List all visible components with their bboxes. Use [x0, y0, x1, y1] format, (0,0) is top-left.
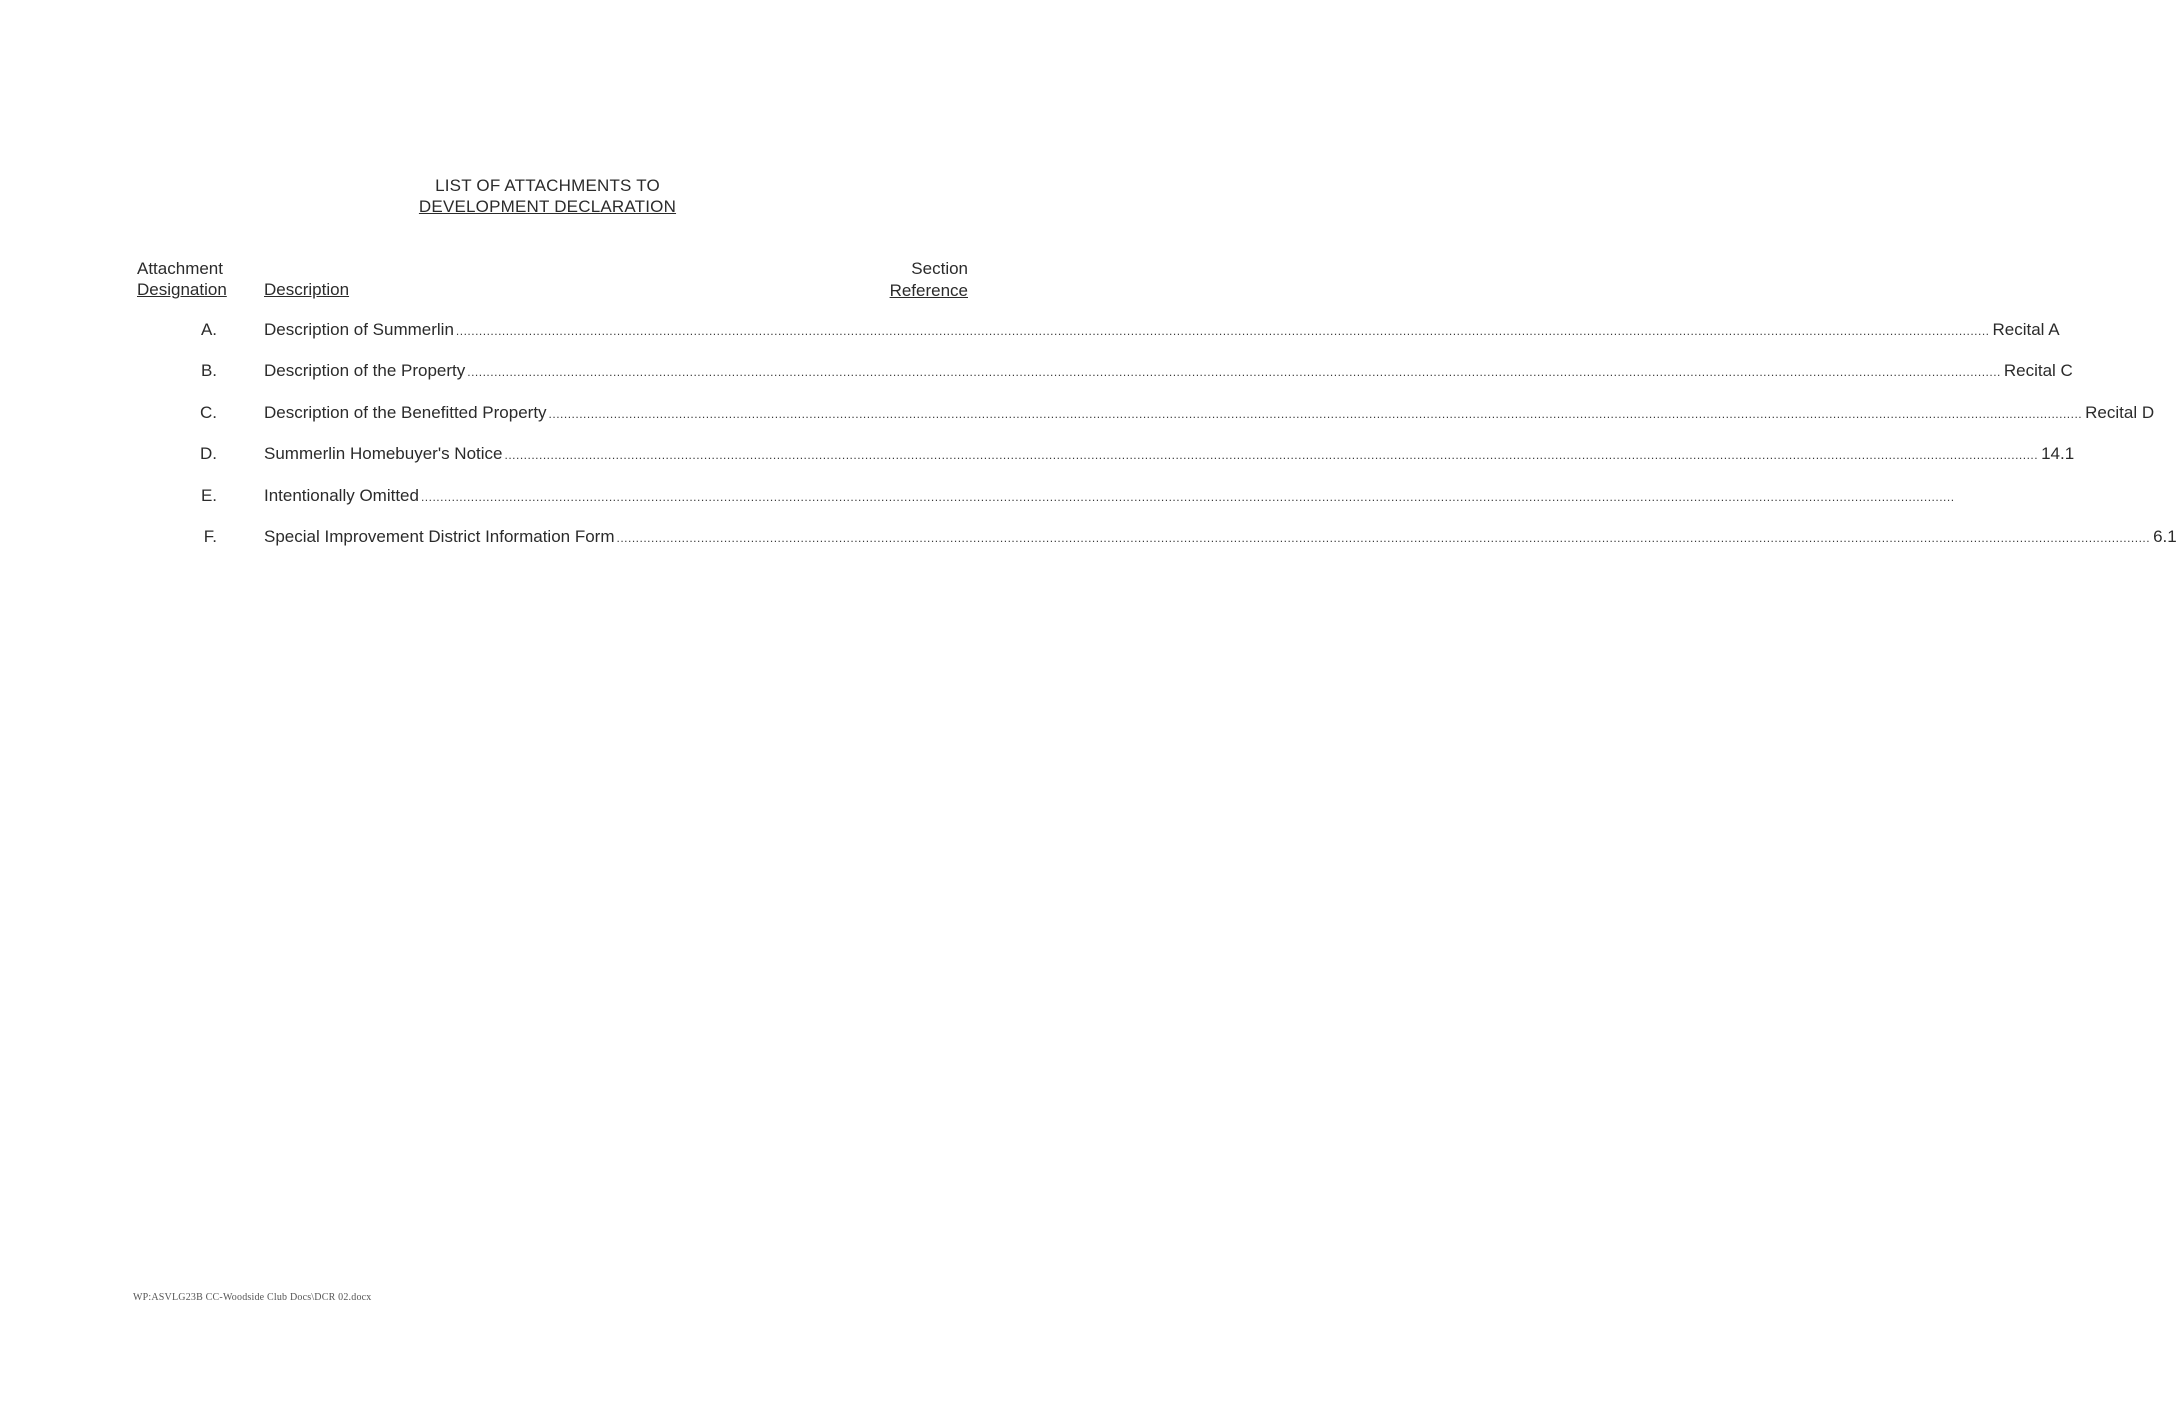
attachment-row: [0, 402, 2155, 424]
attachment-letter: B.: [200, 361, 217, 380]
attachment-row: [0, 485, 1955, 507]
column-header-section: Section: [911, 259, 968, 278]
attachment-reference: 6.1: [2150, 526, 2177, 548]
attachment-reference: 14.1: [2038, 443, 2074, 465]
attachment-entry: [264, 360, 2073, 383]
dot-leader: ................................................................................................................................................................................................................................................................................................................................................................................................................: [616, 531, 2151, 545]
attachment-letter: F.: [203, 527, 217, 546]
attachment-description: Description of the Benefitted Property: [264, 403, 547, 422]
attachment-row: [0, 526, 2177, 548]
document-path-footer: WP:ASVLG23B CC-Woodside Club Docs\DCR 02.docx: [133, 1292, 372, 1303]
document-title: LIST OF ATTACHMENTS TO: [435, 176, 660, 195]
attachment-description: Intentionally Omitted: [264, 486, 419, 505]
column-header-attachment: Attachment: [137, 259, 223, 278]
attachment-row: [0, 360, 2073, 382]
attachment-reference: Recital A: [1990, 319, 2060, 341]
column-header-description: Description: [264, 280, 350, 299]
attachment-entry: [264, 485, 1955, 508]
dot-leader: ................................................................................................................................................................................................................................................................................................................................................................................................................: [467, 365, 2001, 379]
attachment-entry: [264, 402, 2155, 425]
attachment-letter: A.: [200, 320, 217, 339]
attachment-description: Special Improvement District Information Form: [264, 527, 615, 546]
dot-leader: ................................................................................................................................................................................................................................................................................................................................................................................................................: [455, 324, 1990, 338]
attachment-letter: D.: [200, 444, 217, 463]
dot-leader: ................................................................................................................................................................................................................................................................................................................................................................................................................: [504, 448, 2039, 462]
document-subtitle: DEVELOPMENT DECLARATION: [418, 197, 677, 216]
attachment-description: Summerlin Homebuyer's Notice: [264, 444, 503, 463]
attachment-entry: [264, 443, 2075, 466]
attachment-letter: E.: [200, 486, 217, 505]
attachment-entry: [264, 319, 2060, 342]
attachment-reference: Recital D: [2082, 402, 2154, 424]
attachment-row: [0, 443, 2075, 465]
attachment-letter: C.: [200, 403, 217, 422]
column-header-reference: Reference: [889, 281, 968, 300]
attachment-entry: [264, 526, 2177, 549]
column-header-designation: Designation: [137, 280, 227, 299]
dot-leader: ................................................................................................................................................................................................................................................................................................................................................................................................................: [420, 490, 1955, 504]
attachment-description: Description of the Property: [264, 361, 466, 380]
attachment-reference: Recital C: [2001, 360, 2073, 382]
attachment-row: [0, 319, 2060, 341]
attachment-description: Description of Summerlin: [264, 320, 454, 339]
dot-leader: ................................................................................................................................................................................................................................................................................................................................................................................................................: [548, 407, 2083, 421]
